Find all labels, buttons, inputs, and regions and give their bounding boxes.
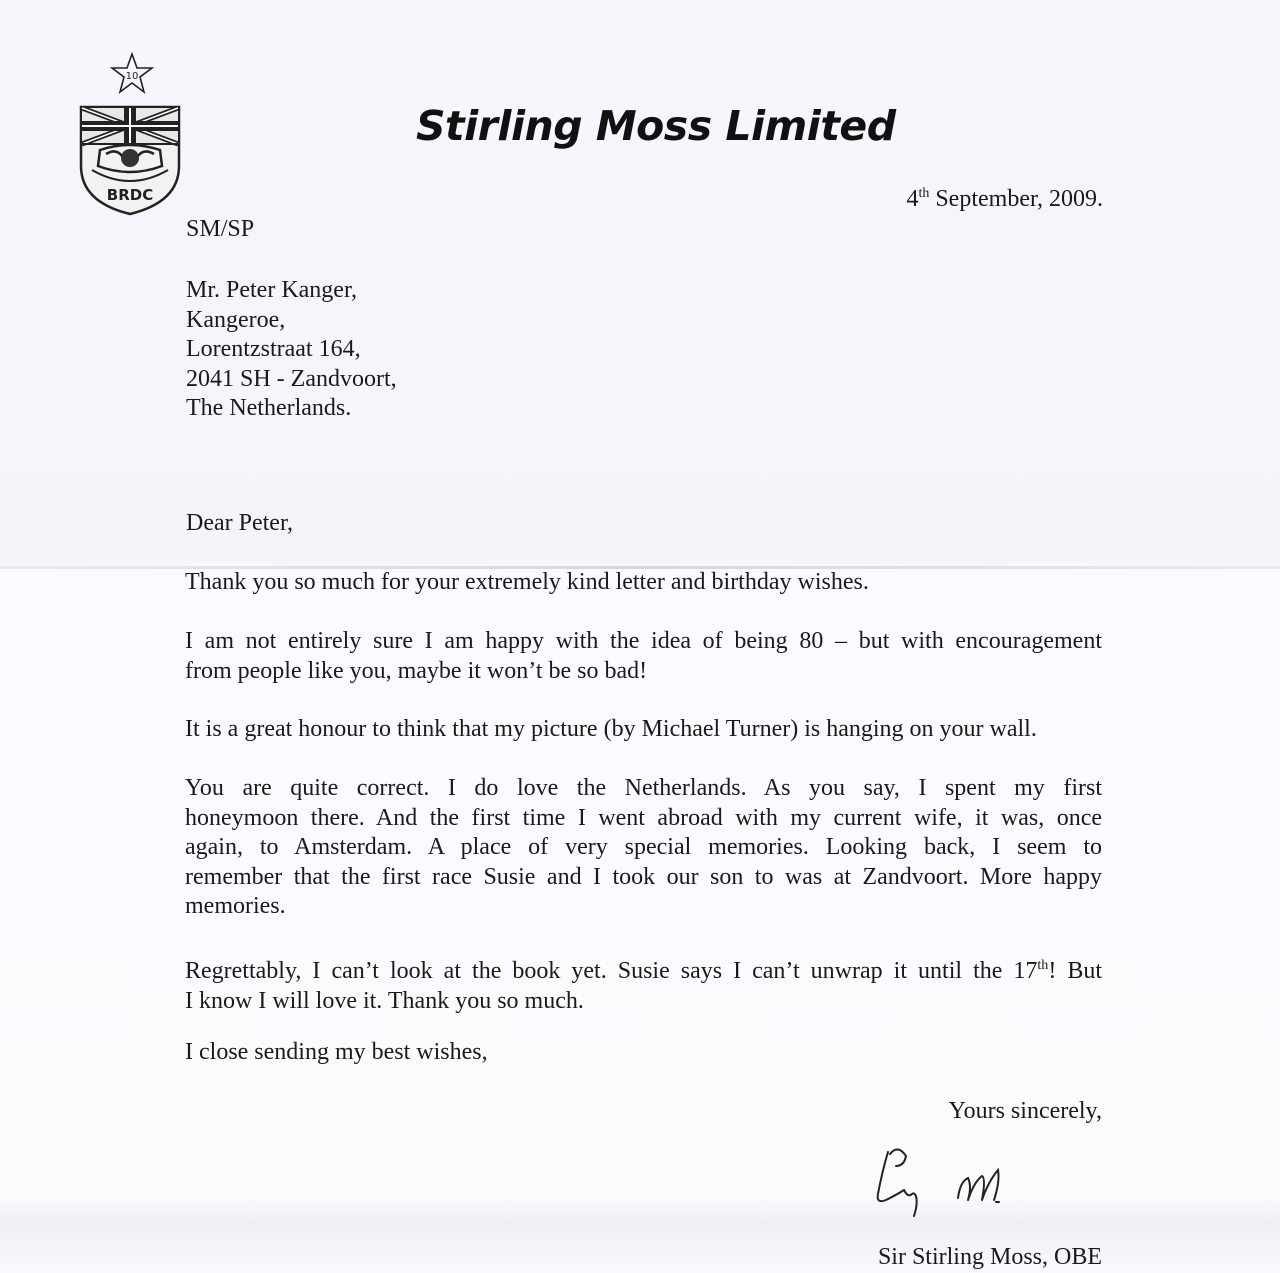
body-paragraph-6: I close sending my best wishes,	[185, 1039, 488, 1065]
star-number: 10	[125, 71, 139, 82]
company-name: Stirling Moss Limited	[416, 102, 896, 150]
paragraph-line: from people like you, maybe it won’t be so bad!	[185, 657, 648, 684]
date-rest: September, 2009.	[929, 186, 1103, 212]
paragraph-line: again, to Amsterdam. A place of very special memories. Looking back, I seem to	[185, 834, 1102, 860]
paragraph-line: I am not entirely sure I am happy with the idea of being 80 – but with encouragement	[185, 628, 1102, 654]
paragraph-line: remember that the first race Susie and I took our son to was at Zandvoort. More happy	[185, 863, 1102, 890]
paragraph-line: honeymoon there. And the first time I went abroad with my current wife, it was, once	[185, 804, 1102, 831]
brdc-crest-icon	[78, 104, 182, 216]
date-day-suffix: th	[918, 186, 930, 201]
paragraph-line: You are quite correct. I do love the Netherlands. As you say, I spent my first	[185, 775, 1102, 801]
letter-date	[906, 186, 1103, 213]
address-line: The Netherlands.	[186, 395, 352, 421]
handwritten-signature-icon	[868, 1142, 1018, 1230]
address-line: Kangeroe,	[186, 306, 286, 333]
address-line: Mr. Peter Kanger,	[186, 277, 357, 303]
address-line: Lorentzstraat 164,	[186, 336, 361, 362]
text-segment: Regrettably, I can’t look at the book yet. Susie says I can’t unwrap it until the 17	[185, 958, 1038, 984]
reference-code: SM/SP	[186, 216, 255, 242]
paragraph-line: memories.	[185, 893, 286, 919]
ordinal-suffix: th	[1037, 958, 1049, 973]
body-paragraph-2	[185, 627, 1102, 686]
paragraph-line	[185, 951, 1102, 987]
recipient-address	[186, 276, 397, 424]
crest-shield-text: BRDC	[106, 186, 154, 204]
signatory-name: Sir Stirling Moss, OBE	[877, 1244, 1102, 1270]
body-paragraph-5	[185, 951, 1102, 1016]
salutation: Dear Peter,	[186, 510, 293, 536]
body-paragraph-3: It is a great honour to think that my picture (by Michael Turner) is hanging on your wall.	[185, 716, 1037, 742]
body-paragraph-4	[185, 774, 1102, 922]
closing: Yours sincerely,	[948, 1098, 1102, 1124]
text-segment: ! But	[1048, 958, 1103, 984]
body-paragraph-1: Thank you so much for your extremely kind letter and birthday wishes.	[185, 569, 869, 595]
date-day: 4	[906, 186, 919, 212]
star-emblem-icon	[110, 52, 154, 96]
address-line: 2041 SH - Zandvoort,	[186, 365, 397, 392]
paragraph-line: I know I will love it. Thank you so much.	[185, 987, 584, 1014]
